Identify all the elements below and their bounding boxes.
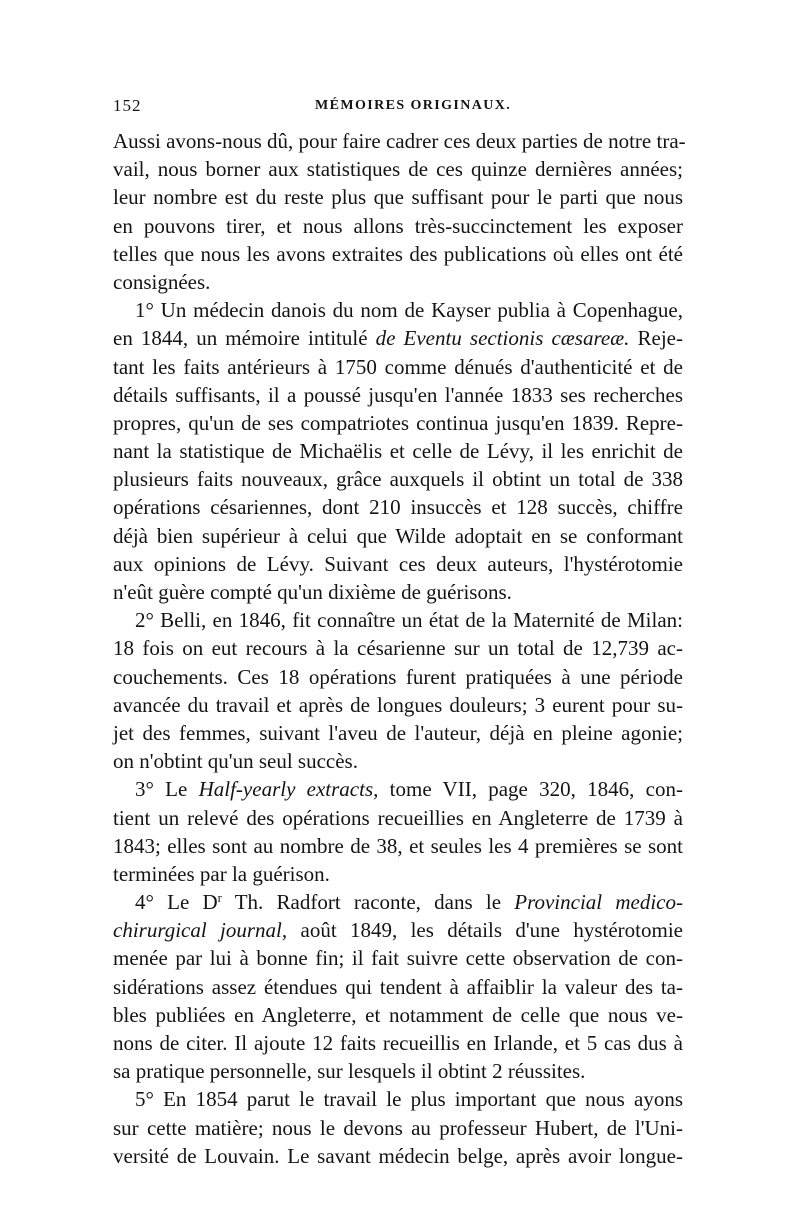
text-segment: leur nombre est du reste plus que suffisant pour le parti que nous xyxy=(113,185,683,210)
text-segment: on n'obtint qu'un seul succès. xyxy=(113,749,358,774)
text-segment: août 1849, les détails d'une hystérotomie xyxy=(287,918,683,943)
italic-text: de Eventu sectionis cæsareæ. xyxy=(375,326,630,351)
text-segment: avancée du travail et après de longues douleurs; 3 eurent pour su- xyxy=(113,692,683,717)
text-line xyxy=(113,804,683,832)
text-segment: 3° Le xyxy=(135,777,199,802)
text-segment: menée par lui à bonne fin; il fait suivre cette observation de con- xyxy=(113,946,683,971)
body-text xyxy=(113,127,686,1170)
text-segment: 2° Belli, en 1846, fit connaître un état de la Maternité de Milan: xyxy=(135,608,683,633)
text-segment: Th. Radfort raconte, dans le xyxy=(221,890,515,915)
text-segment: tant les faits antérieurs à 1750 comme dénués d'authenticité et de xyxy=(113,354,683,379)
text-line xyxy=(113,550,683,578)
text-line xyxy=(113,381,683,409)
text-line xyxy=(113,353,683,381)
text-line xyxy=(113,1057,683,1085)
text-line xyxy=(113,1085,683,1113)
text-segment: couchements. Ces 18 opérations furent pratiquées à une période xyxy=(113,664,683,689)
text-line xyxy=(113,155,683,183)
text-segment: Aussi avons-nous dû, pour faire cadrer ces deux parties de notre tra- xyxy=(113,129,686,153)
text-segment: déjà bien supérieur à celui que Wilde adoptait en se conformant xyxy=(113,523,683,548)
text-segment: plusieurs faits nouveaux, grâce auxquels il obtint un total de 338 xyxy=(113,467,683,492)
text-segment: consignées. xyxy=(113,269,211,294)
text-segment: sa pratique personnelle, sur lesquels il obtint 2 réussites. xyxy=(113,1059,586,1084)
text-line xyxy=(113,268,683,296)
text-segment: 18 fois on eut recours à la césarienne sur un total de 12,739 ac- xyxy=(113,636,683,661)
text-line xyxy=(113,465,683,493)
text-line xyxy=(113,183,683,211)
text-line xyxy=(113,973,683,1001)
text-line xyxy=(113,578,683,606)
text-line xyxy=(113,493,683,521)
text-line xyxy=(113,719,683,747)
text-segment: aux opinions de Lévy. Suivant ces deux auteurs, l'hystérotomie xyxy=(113,551,683,576)
text-segment: tome VII, page 320, 1846, con- xyxy=(378,777,683,802)
text-line xyxy=(113,212,683,240)
text-line xyxy=(113,1114,683,1142)
italic-text: Half-yearly extracts, xyxy=(198,777,379,802)
text-segment: propres, qu'un de ses compatriotes continua jusqu'en 1839. Repre- xyxy=(113,410,683,435)
text-line xyxy=(113,663,683,691)
text-segment: en 1844, un mémoire intitulé xyxy=(113,326,376,351)
text-line xyxy=(113,944,683,972)
page-number: 152 xyxy=(113,96,142,115)
text-line xyxy=(113,888,683,916)
text-line xyxy=(113,324,683,352)
text-segment: sidérations assez étendues qui tendent à affaiblir la valeur des ta- xyxy=(113,974,683,999)
running-head: MÉMOIRES ORIGINAUX. xyxy=(315,98,512,113)
text-line xyxy=(113,691,683,719)
text-segment: vail, nous borner aux statistiques de ces quinze dernières années; xyxy=(113,157,683,182)
text-line xyxy=(113,127,686,155)
text-segment: 1° Un médecin danois du nom de Kayser publia à Copenhague, xyxy=(135,298,683,323)
text-line xyxy=(113,1142,683,1170)
text-line xyxy=(113,437,683,465)
text-segment: opérations césariennes, dont 210 insuccès et 128 succès, chiffre xyxy=(113,495,683,520)
text-segment: 4° Le D xyxy=(135,890,218,915)
text-segment: nant la statistique de Michaëlis et celle de Lévy, il les enrichit de xyxy=(113,439,683,464)
text-segment: 1843; elles sont au nombre de 38, et seules les 4 premières se sont xyxy=(113,833,683,858)
text-segment: bles publiées en Angleterre, et notamment de celle que nous ve- xyxy=(113,1002,683,1027)
text-segment: nons de citer. Il ajoute 12 faits recueillis en Irlande, et 5 cas dus à xyxy=(113,1031,683,1055)
text-line xyxy=(113,409,683,437)
text-line xyxy=(113,296,683,324)
text-line xyxy=(113,860,683,888)
italic-text: chirurgical journal, xyxy=(113,918,288,943)
text-segment: terminées par la guérison. xyxy=(113,861,330,886)
text-segment: n'eût guère compté qu'un dixième de guérisons. xyxy=(113,580,512,604)
text-segment: sur cette matière; nous le devons au professeur Hubert, de l'Uni- xyxy=(113,1115,683,1140)
text-line xyxy=(113,522,683,550)
text-segment: en pouvons tirer, et nous allons très-succinctement les exposer xyxy=(113,213,683,238)
text-segment: détails suffisants, il a poussé jusqu'en l'année 1833 ses recherches xyxy=(113,382,683,407)
text-segment: versité de Louvain. Le savant médecin belge, après avoir longue- xyxy=(113,1143,683,1168)
text-line xyxy=(113,832,683,860)
text-line xyxy=(113,634,683,662)
italic-text: Provincial medico- xyxy=(514,890,683,915)
superscript-text: r xyxy=(217,891,222,906)
text-line xyxy=(113,1029,683,1057)
text-segment: telles que nous les avons extraites des publications où elles ont été xyxy=(113,241,683,266)
text-line xyxy=(113,775,683,803)
text-line xyxy=(113,1001,683,1029)
text-line xyxy=(113,606,683,634)
text-line xyxy=(113,916,683,944)
text-segment: 5° En 1854 parut le travail le plus important que nous ayons xyxy=(135,1087,683,1112)
text-segment: jet des femmes, suivant l'aveu de l'auteur, déjà en pleine agonie; xyxy=(113,720,683,745)
page-header xyxy=(113,96,683,122)
text-segment: tient un relevé des opérations recueillies en Angleterre de 1739 à xyxy=(113,805,683,830)
text-segment: Reje- xyxy=(629,326,683,351)
text-line xyxy=(113,240,683,268)
text-line xyxy=(113,747,683,775)
